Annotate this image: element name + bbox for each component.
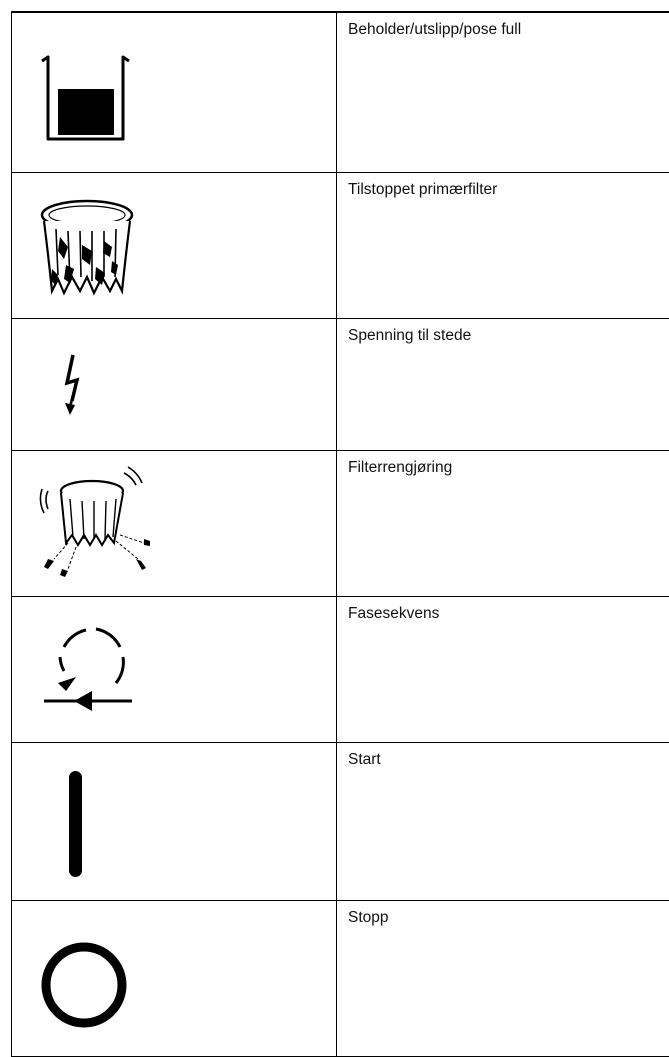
text-cell — [337, 597, 669, 743]
row-label: Beholder/utslipp/pose full — [348, 21, 669, 39]
clogged-filter-icon — [12, 173, 336, 318]
start-line-icon — [12, 743, 336, 900]
row-label: Start — [348, 751, 669, 769]
row-label: Filterrengjøring — [348, 459, 669, 477]
text-cell — [337, 451, 669, 597]
icon-cell — [12, 12, 337, 173]
table-row — [12, 173, 669, 319]
icon-cell — [12, 451, 337, 597]
text-cell — [337, 319, 669, 451]
table-row — [12, 743, 669, 901]
text-cell — [337, 901, 669, 1057]
container-full-icon — [12, 13, 336, 172]
row-label: Tilstoppet primærfilter — [348, 181, 669, 199]
text-cell — [337, 173, 669, 319]
lightning-bolt-icon — [12, 319, 336, 450]
filter-cleaning-icon — [12, 451, 336, 596]
symbol-table — [11, 11, 669, 1057]
row-label: Stopp — [348, 909, 669, 927]
icon-cell — [12, 743, 337, 901]
stop-circle-icon — [12, 901, 336, 1056]
icon-cell — [12, 901, 337, 1057]
table-row — [12, 901, 669, 1057]
table-row — [12, 319, 669, 451]
icon-cell — [12, 173, 337, 319]
text-cell — [337, 12, 669, 173]
table-row — [12, 451, 669, 597]
icon-cell — [12, 319, 337, 451]
row-label: Spenning til stede — [348, 327, 669, 345]
icon-cell — [12, 597, 337, 743]
phase-sequence-icon — [12, 597, 336, 742]
text-cell — [337, 743, 669, 901]
table-row — [12, 597, 669, 743]
table-row — [12, 12, 669, 173]
row-label: Fasesekvens — [348, 605, 669, 623]
